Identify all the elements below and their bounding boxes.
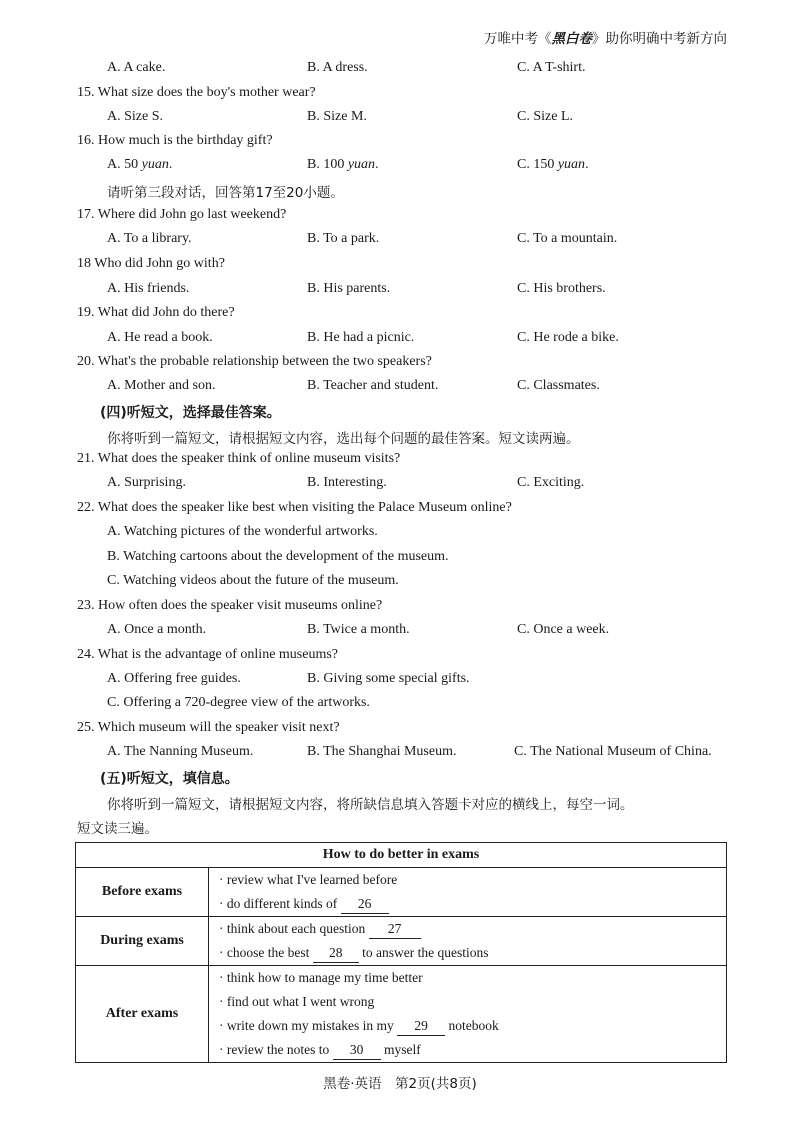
- q16-c-dot: .: [585, 157, 589, 172]
- q16-b-amount: B. 100: [307, 157, 348, 172]
- q20-option-c: C. Classmates.: [517, 378, 600, 393]
- before-item-2-text: · do different kinds of: [219, 896, 341, 911]
- page-header: [484, 27, 727, 47]
- q18-option-a: A. His friends.: [107, 281, 190, 296]
- q15-option-b: B. Size M.: [307, 109, 367, 124]
- q21-option-c: C. Exciting.: [517, 475, 585, 490]
- section4-title: (四)听短文，选择最佳答案。: [100, 405, 281, 421]
- after-item-4-text-a: · review the notes to: [219, 1042, 333, 1057]
- q16-a-amount: A. 50: [107, 157, 142, 172]
- before-item-2: [209, 892, 726, 916]
- q15-option-c: C. Size L.: [517, 109, 573, 124]
- q22-option-b: B. Watching cartoons about the development of the museum.: [107, 549, 449, 564]
- dialogue3-instructions: 请听第三段对话，回答第17至20小题。: [107, 185, 344, 201]
- q25-option-c: C. The National Museum of China.: [514, 744, 712, 759]
- q19-option-b: B. He had a picnic.: [307, 330, 415, 345]
- q16-option-a: [107, 157, 172, 173]
- q14-option-c: C. A T-shirt.: [517, 60, 586, 75]
- before-item-1: · review what I've learned before: [219, 872, 398, 887]
- header-brand: 黑白卷: [551, 31, 592, 47]
- q25-question: 25. Which museum will the speaker visit next?: [77, 720, 340, 735]
- q14-option-b: B. A dress.: [307, 60, 368, 75]
- section5-instructions-2: 短文读三遍。: [77, 821, 158, 837]
- q19-option-c: C. He rode a bike.: [517, 330, 619, 345]
- q16-c-amount: C. 150: [517, 157, 558, 172]
- q21-option-a: A. Surprising.: [107, 475, 186, 490]
- blank-26[interactable]: 26: [341, 895, 389, 914]
- q15-question: 15. What size does the boy's mother wear?: [77, 85, 316, 100]
- blank-29[interactable]: 29: [397, 1017, 445, 1036]
- q16-c-unit: yuan: [557, 157, 586, 172]
- q16-a-dot: .: [168, 157, 173, 172]
- after-item-3-text-a: · write down my mistakes in my: [219, 1018, 398, 1033]
- q17-question: 17. Where did John go last weekend?: [77, 207, 287, 222]
- section4-instructions: 你将听到一篇短文，请根据短文内容，选出每个问题的最佳答案。短文读两遍。: [107, 431, 580, 447]
- section5-title: (五)听短文，填信息。: [100, 771, 239, 787]
- q17-option-b: B. To a park.: [307, 231, 380, 246]
- q25-option-a: A. The Nanning Museum.: [107, 744, 254, 759]
- q14-option-a: A. A cake.: [107, 60, 166, 75]
- before-exams-label: Before exams: [76, 868, 209, 917]
- q22-option-c: C. Watching videos about the future of the museum.: [107, 573, 399, 588]
- after-item-1: · think how to manage my time better: [219, 970, 423, 985]
- q23-option-a: A. Once a month.: [107, 622, 207, 637]
- page-footer: 黑卷·英语 第2页(共8页): [323, 1076, 477, 1092]
- q20-question: 20. What's the probable relationship between the two speakers?: [77, 354, 432, 369]
- q16-option-c: [517, 157, 589, 173]
- after-exams-label: After exams: [76, 966, 209, 1063]
- after-item-4: [209, 1038, 726, 1062]
- table-title: How to do better in exams: [76, 843, 727, 868]
- blank-27[interactable]: 27: [369, 920, 421, 939]
- before-exams-cell: [209, 868, 727, 917]
- during-exams-label: During exams: [76, 917, 209, 966]
- after-item-2: · find out what I went wrong: [219, 994, 375, 1009]
- q23-option-c: C. Once a week.: [517, 622, 610, 637]
- exam-tips-table: [75, 842, 727, 1063]
- during-item-2: [209, 941, 726, 965]
- q15-option-a: A. Size S.: [107, 109, 163, 124]
- blank-30[interactable]: 30: [333, 1041, 381, 1060]
- q19-option-a: A. He read a book.: [107, 330, 213, 345]
- q24-option-a: A. Offering free guides.: [107, 671, 241, 686]
- during-item-2-text-b: to answer the questions: [358, 945, 489, 960]
- q18-option-b: B. His parents.: [307, 281, 391, 296]
- q18-question: 18 Who did John go with?: [77, 256, 225, 271]
- after-item-4-text-b: myself: [380, 1042, 421, 1057]
- q24-option-c: C. Offering a 720-degree view of the artworks.: [107, 695, 370, 710]
- q17-option-a: A. To a library.: [107, 231, 192, 246]
- q24-question: 24. What is the advantage of online museums?: [77, 647, 339, 662]
- q16-b-dot: .: [375, 157, 379, 172]
- after-item-3: [209, 1014, 726, 1038]
- section5-instructions-1: 你将听到一篇短文，请根据短文内容，将所缺信息填入答题卡对应的横线上，每空一词。: [107, 797, 634, 813]
- q25-option-b: B. The Shanghai Museum.: [307, 744, 457, 759]
- q22-option-a: A. Watching pictures of the wonderful artworks.: [107, 524, 378, 539]
- q22-question: 22. What does the speaker like best when visiting the Palace Museum online?: [77, 500, 512, 515]
- q19-question: 19. What did John do there?: [77, 305, 235, 320]
- header-prefix: 万唯中考《: [484, 31, 552, 47]
- header-suffix: 》助你明确中考新方向: [592, 31, 727, 47]
- during-exams-cell: [209, 917, 727, 966]
- q16-a-unit: yuan: [141, 157, 169, 172]
- q23-question: 23. How often does the speaker visit museums online?: [77, 598, 383, 613]
- q17-option-c: C. To a mountain.: [517, 231, 618, 246]
- blank-28[interactable]: 28: [313, 944, 359, 963]
- q21-question: 21. What does the speaker think of online museum visits?: [77, 451, 401, 466]
- during-item-1: [209, 917, 726, 941]
- after-item-3-text-b: notebook: [445, 1018, 499, 1033]
- q16-b-unit: yuan: [347, 157, 376, 172]
- q16-option-b: [307, 157, 379, 173]
- during-item-2-text-a: · choose the best: [219, 945, 313, 960]
- q21-option-b: B. Interesting.: [307, 475, 387, 490]
- after-exams-cell: [209, 966, 727, 1063]
- q16-question: 16. How much is the birthday gift?: [77, 133, 273, 148]
- q24-option-b: B. Giving some special gifts.: [307, 671, 470, 686]
- q23-option-b: B. Twice a month.: [307, 622, 410, 637]
- q20-option-b: B. Teacher and student.: [307, 378, 439, 393]
- q20-option-a: A. Mother and son.: [107, 378, 216, 393]
- q18-option-c: C. His brothers.: [517, 281, 606, 296]
- during-item-1-text: · think about each question: [219, 921, 369, 936]
